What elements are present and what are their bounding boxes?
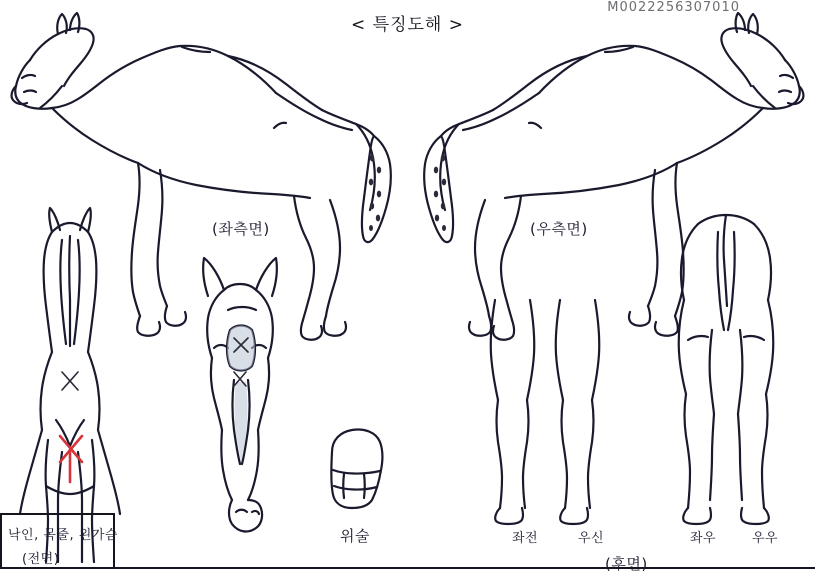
page-title: < 특징도해 > [351,15,464,35]
label-left-fore: 좌전 [512,531,539,546]
front-body-view-outline [20,208,120,562]
rear-body-view-outline [679,215,774,524]
label-left-side: (좌측면) [212,220,270,238]
left-side-horse-outline [12,13,391,340]
label-front-view: (전면) [22,552,60,567]
front-view-ink-marking [62,372,78,390]
label-crown: 위술 [340,527,370,545]
right-side-horse-outline [424,13,803,340]
rear-legs-pair-outline [491,300,600,524]
label-box-top-border [0,513,115,515]
label-box-left-border [0,513,2,569]
label-front-parts: 낙인, 목줄, 왼가슴 [8,528,118,543]
label-left-hind: 좌우 [690,531,717,546]
label-rear-view: (후면) [605,555,648,573]
page-bottom-border [0,567,815,569]
reference-code: M0022256307010 [607,0,740,15]
label-right-hind: 우우 [752,531,779,546]
crown-detail-outline [331,430,382,509]
label-right-fore: 우신 [578,531,605,546]
label-right-side: (우측면) [530,220,588,238]
